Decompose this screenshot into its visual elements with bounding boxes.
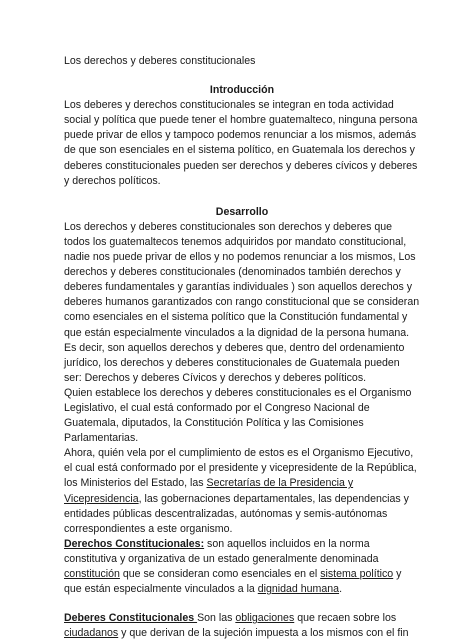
constitucion-link[interactable]: constitución [64,568,120,580]
dc-text-d: . [339,583,343,596]
sistema-politico-link[interactable]: sistema político [320,568,394,580]
dd-text-c: y que derivan de la sujeción impuesta a los mismos con el fin [118,627,409,640]
dc-text-a: son aquellos incluidos en la norma constitutiva y organizativa de un estado generalmente denominada [64,537,379,565]
p3-text-a: Ahora, quién vela por el cumplimiento de estos es el Organismo Ejecutivo, el cual está conformado por el presidente y vicepresidente de la República, los Ministerios del Estado, las [64,447,417,490]
dignidad-humana-link[interactable]: dignidad humana [257,583,340,596]
document-title: Los derechos y deberes constitucionales [64,55,256,67]
derechos-constitucionales-label: Derechos Constitucionales: [64,537,205,550]
secretarias-link[interactable]: Secretarías de la Presidencia y Vicepresidencia [64,477,354,505]
ciudadanos-link[interactable]: ciudadanos [64,627,119,640]
obligaciones-link[interactable]: obligaciones [235,612,295,625]
dd-text-a: Son las [197,612,236,625]
derechos-constitucionales-paragraph [64,537,420,597]
dc-text-b: que se consideran como esenciales en el [119,568,321,580]
dc-text-c: y que están especialmente vinculados a la [64,568,402,596]
p3-text-b: , las gobernaciones departamentales, las dependencias y entidades públicas descentralizadas, autónomas y semis-autónomas correspondientes a este organismo. [64,492,409,535]
deberes-constitucionales-paragraph [64,611,420,641]
intro-paragraph: Los deberes y derechos constitucionales se integran en toda actividad social y política que puede tener el hombre guatemalteco, ninguna persona puede privar de ellos y tampoco podemos renunciar a los mismos, además de que son esenciales en el sistema político, en Guatemala los derechos y deberes constitucionales pueden ser derechos y deberes cívicos y deberes y derechos políticos. [64,99,418,187]
desarrollo-paragraph-3 [64,446,420,537]
intro-heading: Introducción [209,84,275,97]
dd-text-b: que recaen sobre los [294,612,397,625]
desarrollo-paragraph-1: Los derechos y deberes constitucionales son derechos y deberes que todos los guatemaltecos tenemos adquiridos por mandato constitucional, nadie nos puede privar de ellos y no podemos renunciar a los mismos, Los derechos y deberes constitucionales (denominados también derechos y deberes fundamentales y garantías individuales ) son aquellos derechos y deberes humanos garantizados con rango constitucional que se consideran como esenciales en el sistema político que la Constitución fundamental y que están especialmente vinculados a la dignidad de la persona humana. Es decir, son aquellos derechos y deberes que, dentro del ordenamiento jurídico, los derechos y deberes constitucionales de Guatemala pueden ser: Derechos y deberes Cívicos y derechos y deberes políticos. [64,220,420,384]
desarrollo-paragraph-2: Quien establece los derechos y deberes constitucionales es el Organismo Legislativo, el cual está conformado por el Congreso Nacional de Guatemala, diputados, la Constitución Política y las Comisiones Parlamentarias. [64,386,412,445]
deberes-constitucionales-label: Deberes Constitucionales [64,612,198,625]
desarrollo-heading: Desarrollo [215,205,269,218]
